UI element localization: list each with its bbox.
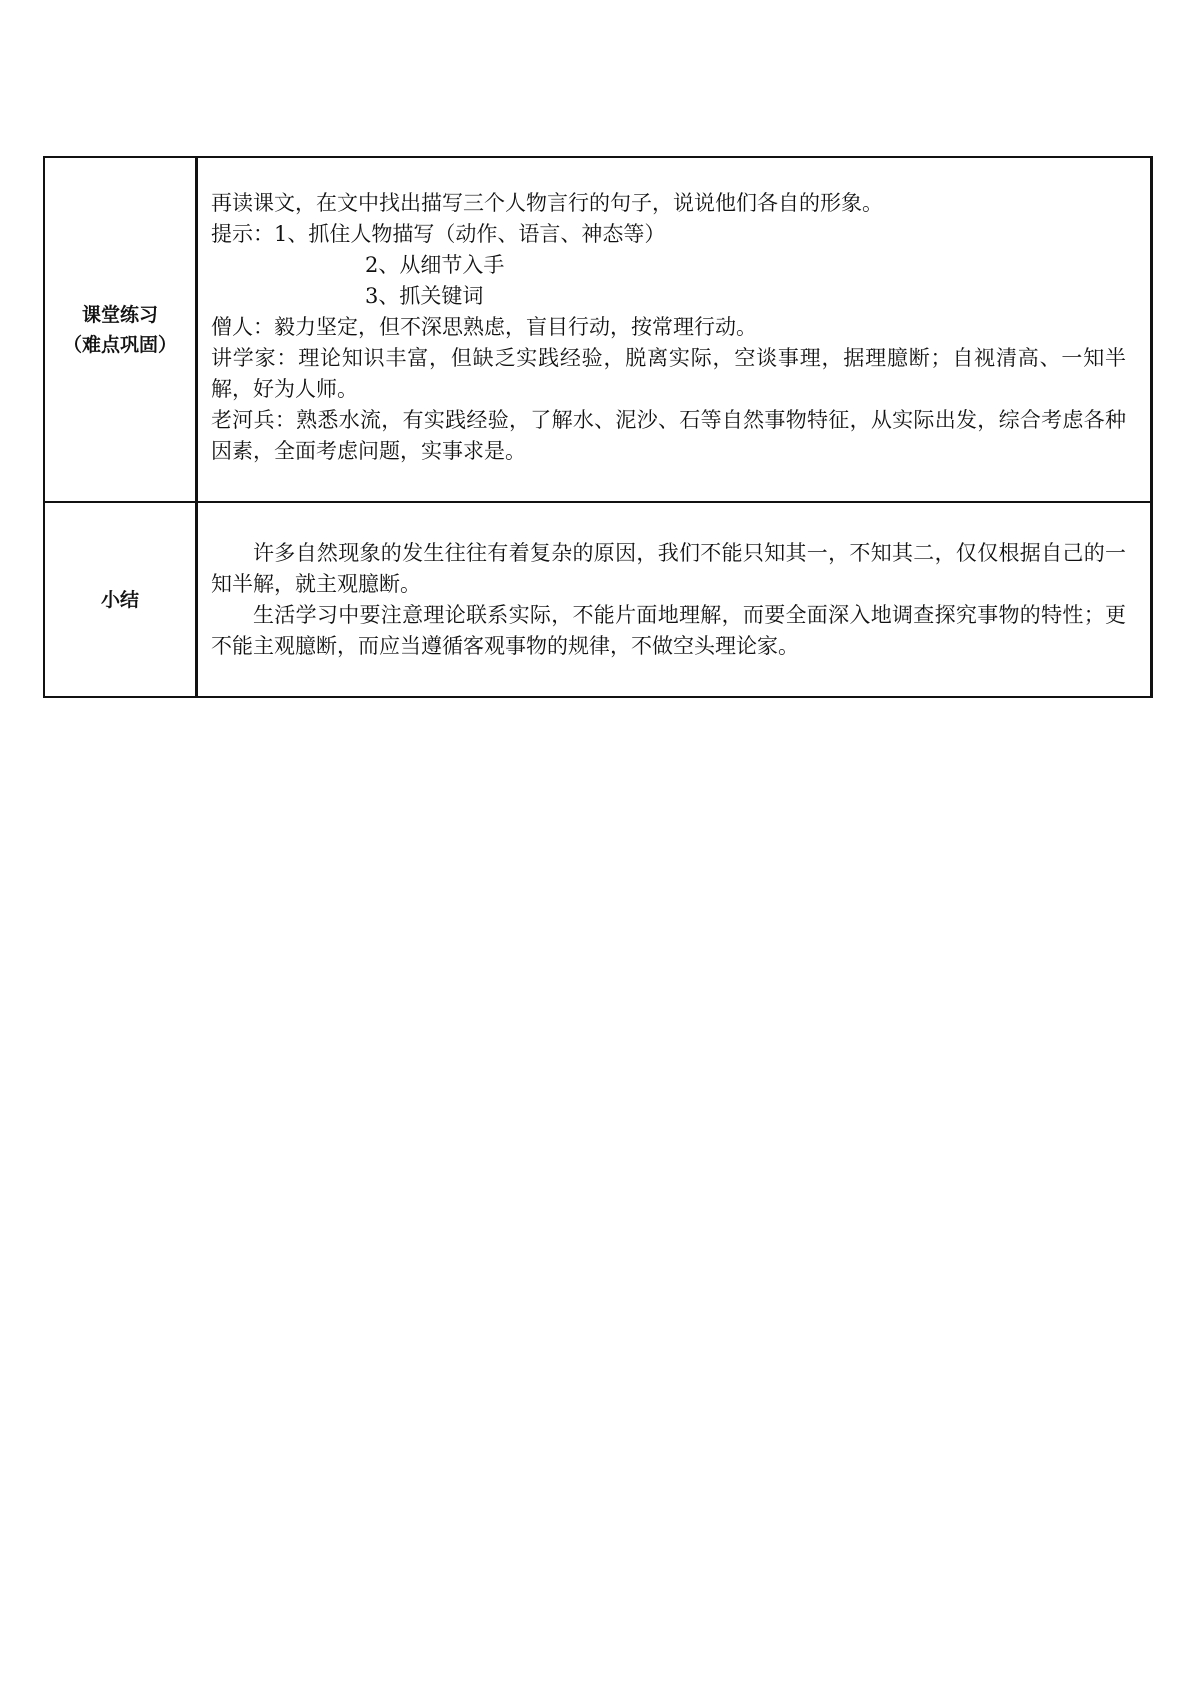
- practice-label-cell: [44, 157, 197, 502]
- scholar-description: 讲学家：理论知识丰富，但缺乏实践经验，脱离实际，空谈事理，据理臆断；自视清高、一知半解，好为人师。: [211, 346, 1126, 401]
- monk-description: 僧人：毅力坚定，但不深思熟虑，盲目行动，按常理行动。: [211, 315, 757, 339]
- hint-line-3: 3、抓关键词: [365, 284, 484, 308]
- hint-line-1: 提示：1、抓住人物描写（动作、语言、神态等）: [211, 222, 666, 246]
- summary-label: 小结: [100, 588, 139, 611]
- summary-paragraph-1: 许多自然现象的发生往往有着复杂的原因，我们不能只知其一，不知其二，仅仅根据自己的一知半解，就主观臆断。: [211, 540, 1126, 596]
- practice-sublabel: （难点巩固）: [62, 333, 177, 356]
- lesson-table: [43, 156, 1153, 698]
- practice-task: 再读课文，在文中找出描写三个人物言行的句子，说说他们各自的形象。: [211, 191, 883, 215]
- table-row-summary: [44, 502, 1152, 697]
- summary-content-cell: [197, 502, 1152, 697]
- summary-label-cell: [44, 502, 197, 697]
- summary-paragraph-2: 生活学习中要注意理论联系实际，不能片面地理解，而要全面深入地调查探究事物的特性；更不能主观臆断，而应当遵循客观事物的规律，不做空头理论家。: [211, 602, 1126, 658]
- practice-content-cell: [197, 157, 1152, 502]
- hint-line-2: 2、从细节入手: [365, 253, 505, 277]
- table-row-practice: [44, 157, 1152, 502]
- soldier-description: 老河兵：熟悉水流，有实践经验，了解水、泥沙、石等自然事物特征，从实际出发，综合考虑各种因素，全面考虑问题，实事求是。: [211, 408, 1126, 463]
- practice-label: 课堂练习: [81, 303, 158, 326]
